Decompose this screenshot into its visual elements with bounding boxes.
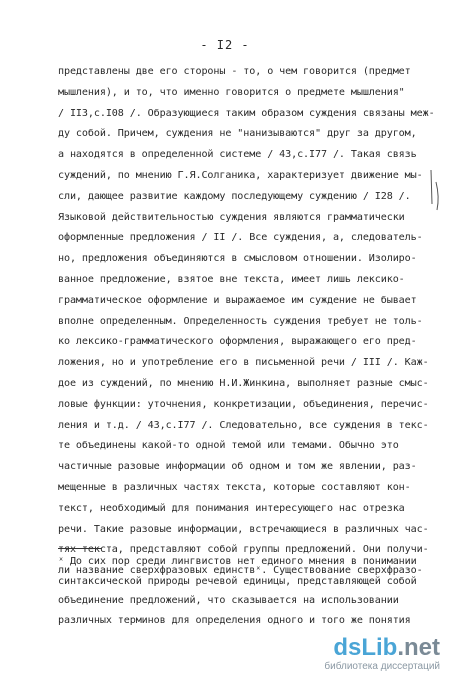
text-line: ловые функции: уточнения, конкретизации, объединения, перечис- <box>58 398 429 410</box>
watermark-logo-main: dsLib <box>333 634 398 661</box>
text-line: / II3,с.I08 /. Образующиеся таким образом суждения связаны меж- <box>58 107 435 119</box>
text-line: те объединены какой-то одной темой или темами. Обычно это <box>58 440 399 452</box>
text-line: тях текста, представляют собой группы предложений. Они получи- <box>58 544 429 556</box>
watermark[interactable] <box>324 636 440 672</box>
text-line: вполне определенным. Определенность суждения требует не толь- <box>58 315 423 327</box>
watermark-caption: библиотека диссертаций <box>324 661 440 672</box>
text-line: мещенные в различных частях текста, которые составляют кон- <box>58 481 411 493</box>
text-line: ко лексико-грамматического оформления, выражающего его пред- <box>58 336 417 348</box>
text-line: сли, дающее развитие каждому последующему суждению / I28 /. <box>58 190 411 202</box>
footnote-line: синтаксической природы речевой единицы, представляющей собой <box>58 575 417 587</box>
footnote-line: различных терминов для определения одного и того же понятия <box>58 614 411 626</box>
watermark-logo-tld: .net <box>397 634 440 661</box>
text-line: ления и т.д. / 43,с.I77 /. Следовательно, все суждения в текс- <box>58 419 429 431</box>
watermark-logo <box>324 636 440 660</box>
footnote-separator <box>58 548 102 549</box>
text-line: ванное предложение, взятое вне текста, имеет лишь лексико- <box>58 273 405 285</box>
text-line: ду собой. Причем, суждения не "нанизываются" друг за другом, <box>58 128 417 140</box>
footnote <box>58 552 438 630</box>
page-number: - I2 - <box>200 38 250 52</box>
text-line: текст, необходимый для понимания интересующего нас отрезка <box>58 502 405 514</box>
text-line: но, предложения объединяются в смысловом отношении. Изолиро- <box>58 253 417 265</box>
body-text <box>58 62 438 582</box>
text-line: суждений, по мнению Г.Я.Солганика, характеризует движение мы- <box>58 169 423 181</box>
text-line: речи. Такие разовые информации, встречающиеся в различных час- <box>58 523 429 535</box>
text-line: ли название сверхфразовых единствˣ. Существование сверхфразо- <box>58 565 423 577</box>
footnote-line: ˣ До сих пор среди лингвистов нет единого мнения в понимании <box>58 556 417 567</box>
text-line: ложения, но и употребление его в письменной речи / III /. Каж- <box>58 357 429 369</box>
text-line: представлены две его стороны - то, о чем говорится (предмет <box>58 66 411 77</box>
footnote-line: объединение предложений, что сказывается на использовании <box>58 595 399 606</box>
text-line: грамматическое оформление и выражаемое им суждение не бывает <box>58 294 417 306</box>
text-line: дое из суждений, по мнению Н.И.Жинкина, выполняет разные смыс- <box>58 377 429 389</box>
text-line: Языковой действительностью суждения являются грамматически <box>58 211 405 223</box>
text-line: мышления), и то, что именно говорится о предмете мышления" <box>58 86 405 98</box>
handwritten-margin-mark <box>428 168 442 212</box>
text-line: оформленные предложения / II /. Все суждения, а, следователь- <box>58 232 423 244</box>
text-line: частичные разовые информации об одном и том же явлении, раз- <box>58 461 417 473</box>
text-line: а находятся в определенной системе / 43,с.I77 /. Такая связь <box>58 149 417 161</box>
